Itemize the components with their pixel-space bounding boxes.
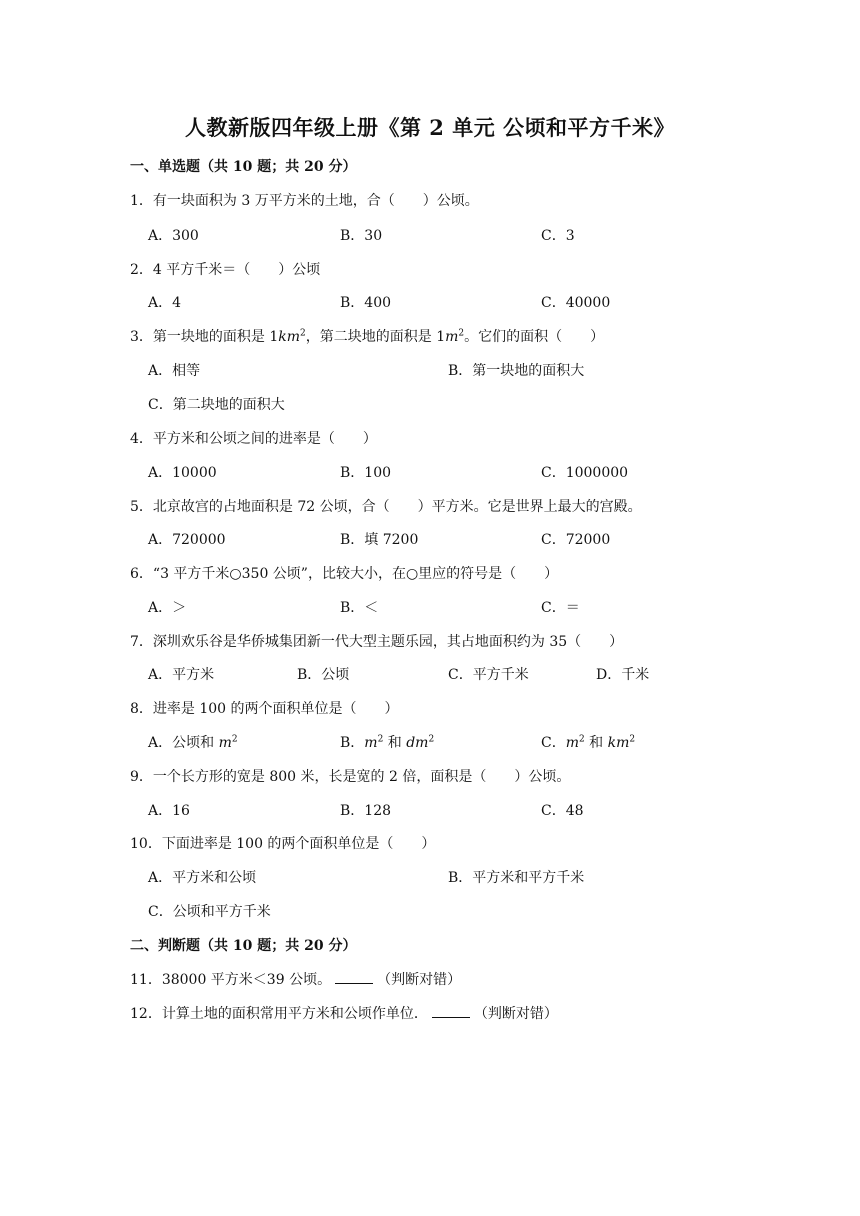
q7-option-b: B．公顷 — [297, 667, 350, 683]
q8-option-a — [148, 732, 238, 752]
question-7: 7．深圳欢乐谷是华侨城集团新一代大型主题乐园，其占地面积约为 35（ ） — [130, 634, 624, 650]
q5-option-b: B．填 7200 — [340, 532, 419, 548]
q2-option-b: B．400 — [340, 295, 392, 311]
q4-option-b: B．100 — [340, 465, 392, 481]
question-3 — [130, 326, 604, 346]
q8-option-b — [340, 732, 434, 752]
exponent: 2 — [629, 734, 636, 745]
q12-text: 12．计算土地的面积常用平方米和公顷作单位． — [130, 1006, 428, 1022]
unit-km: km — [278, 329, 301, 345]
q6-option-b: B．＜ — [340, 600, 379, 616]
question-2: 2．4 平方千米＝（ ）公顷 — [130, 262, 321, 278]
q3-text-start: 3．第一块地的面积是 1 — [130, 329, 279, 345]
q10-option-c: C．公顷和平方千米 — [148, 904, 271, 920]
exponent: 2 — [458, 328, 465, 339]
question-11 — [130, 969, 461, 989]
q10-option-b: B．平方米和平方千米 — [448, 870, 585, 886]
q6-option-c: C．＝ — [541, 600, 580, 616]
q2-option-c: C．40000 — [541, 295, 611, 311]
answer-blank[interactable] — [335, 971, 373, 984]
exponent: 2 — [300, 328, 306, 339]
conjunction: 和 — [584, 735, 608, 751]
q2-option-a: A．4 — [148, 295, 182, 311]
question-8: 8．进率是 100 的两个面积单位是（ ） — [130, 701, 399, 717]
q8-option-a-text: A．公顷和 — [148, 735, 219, 751]
q3-option-a: A．相等 — [148, 363, 201, 379]
q9-option-a: A．16 — [148, 803, 190, 819]
unit-dm: dm — [406, 735, 429, 751]
q3-option-b: B．第一块地的面积大 — [448, 363, 585, 379]
q9-option-c: C．48 — [541, 803, 584, 819]
q8-option-c — [541, 732, 635, 752]
unit-km: km — [607, 735, 630, 751]
q11-text: 11．38000 平方米＜39 公顷。 — [130, 972, 332, 988]
q5-option-a: A．720000 — [148, 532, 226, 548]
answer-blank[interactable] — [432, 1005, 470, 1018]
section-heading-single-choice: 一、单选题（共 10 题；共 20 分） — [130, 159, 357, 175]
unit-m: m — [364, 735, 378, 751]
question-6: 6．“3 平方千米○350 公顷”，比较大小，在○里应的符号是（ ） — [130, 566, 559, 582]
q9-option-b: B．128 — [340, 803, 392, 819]
unit-m: m — [445, 329, 459, 345]
question-4: 4．平方米和公顷之间的进率是（ ） — [130, 431, 377, 447]
page-title: 人教新版四年级上册《第 2 单元 公顷和平方千米》 — [184, 115, 676, 140]
unit-m: m — [565, 735, 579, 751]
question-9: 9．一个长方形的宽是 800 米，长是宽的 2 倍，面积是（ ）公顷。 — [130, 769, 571, 785]
question-12 — [130, 1003, 558, 1023]
q3-text-middle: ，第二块地的面积是 1 — [305, 329, 446, 345]
q10-option-a: A．平方米和公顷 — [148, 870, 257, 886]
question-10: 10．下面进率是 100 的两个面积单位是（ ） — [130, 836, 436, 852]
exponent: 2 — [377, 734, 384, 745]
q1-option-a: A．300 — [148, 228, 199, 244]
question-5: 5．北京故宫的占地面积是 72 公顷，合（ ）平方米。它是世界上最大的宫殿。 — [130, 499, 642, 515]
q7-option-d: D．千米 — [596, 667, 650, 683]
q6-option-a: A．＞ — [148, 600, 187, 616]
conjunction: 和 — [383, 735, 407, 751]
exponent: 2 — [428, 734, 435, 745]
q5-option-c: C．72000 — [541, 532, 611, 548]
q8-option-c-label: C． — [541, 735, 566, 751]
q1-option-b: B．30 — [340, 228, 383, 244]
q12-instruction: （判断对错） — [473, 1006, 558, 1022]
q3-option-c: C．第二块地的面积大 — [148, 397, 285, 413]
section-heading-true-false: 二、判断题（共 10 题；共 20 分） — [130, 938, 357, 954]
q8-option-b-label: B． — [340, 735, 365, 751]
q11-instruction: （判断对错） — [377, 972, 462, 988]
exponent: 2 — [579, 734, 585, 745]
q1-option-c: C．3 — [541, 228, 575, 244]
question-1: 1．有一块面积为 3 万平方米的土地，合（ ）公顷。 — [130, 193, 479, 209]
q4-option-c: C．1000000 — [541, 465, 629, 481]
q7-option-c: C．平方千米 — [448, 667, 529, 683]
unit-m: m — [218, 735, 232, 751]
q3-text-end: 。它们的面积（ ） — [464, 329, 605, 345]
exponent: 2 — [231, 734, 238, 745]
q7-option-a: A．平方米 — [148, 667, 215, 683]
q4-option-a: A．10000 — [148, 465, 217, 481]
